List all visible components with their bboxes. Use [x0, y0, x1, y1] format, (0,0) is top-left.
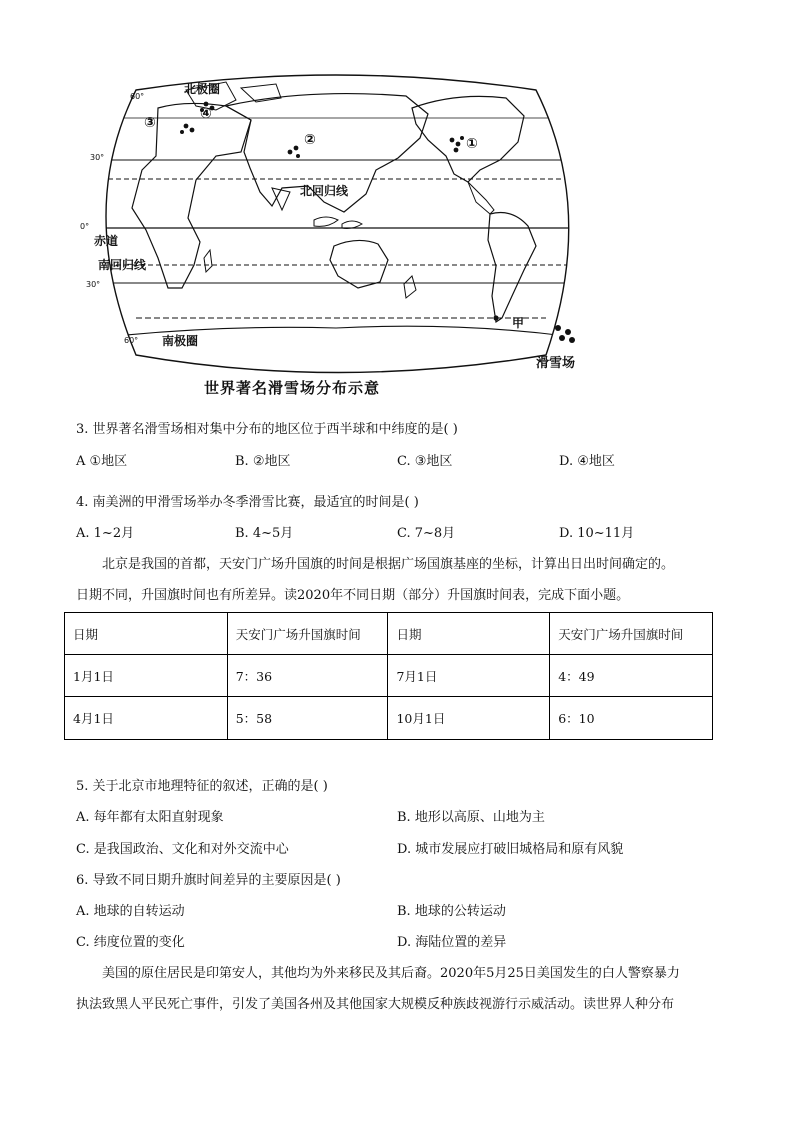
q3-option-a: A ①地区 [76, 454, 128, 469]
new-zealand-shape [404, 276, 416, 298]
intro-line-1: 北京是我国的首都，天安门广场升国旗的时间是根据广场国旗基座的坐标，计算出日出时间确定的。 [102, 557, 675, 572]
table-row [65, 697, 713, 740]
table-header-row [65, 613, 713, 655]
q5-option-c: C. 是我国政治、文化和对外交流中心 [76, 842, 289, 857]
passage-line-1: 美国的原住居民是印第安人，其他均为外来移民及其后裔。2020年5月25日美国发生的白人警察暴力 [102, 966, 680, 981]
table-cell: 7：36 [227, 655, 388, 697]
label-antarctic-circle: 南极圈 [162, 334, 199, 348]
ski-dots-asia [288, 146, 300, 158]
passage-line-2: 执法致黑人平民死亡事件，引发了美国各州及其他国家大规模反种族歧视游行示威活动。读世界人种分布 [76, 997, 675, 1012]
flag-raising-time-table [64, 612, 713, 740]
q3-stem: 3. 世界著名滑雪场相对集中分布的地区位于西半球和中纬度的是( ) [76, 422, 458, 437]
table-row [65, 655, 713, 697]
q5-stem: 5. 关于北京市地理特征的叙述，正确的是( ) [76, 779, 328, 794]
legend-dots [555, 325, 575, 343]
table-cell: 7月1日 [388, 655, 550, 697]
australia-shape [330, 240, 388, 288]
ski-resort-map [76, 60, 596, 410]
map-caption: 世界著名滑雪场分布示意 [204, 379, 381, 397]
q6-option-c: C. 纬度位置的变化 [76, 935, 185, 950]
ski-dots-north-america [450, 136, 464, 152]
lat-tick-60s: 60° [124, 336, 139, 345]
lat-tick-30n: 30° [90, 153, 105, 162]
madagascar-shape [204, 250, 212, 272]
label-jia: 甲 [512, 316, 525, 330]
lat-tick-0: 0° [80, 222, 90, 231]
q5-option-d: D. 城市发展应打破旧城格局和原有风貌 [397, 842, 624, 857]
india-peninsula [272, 188, 290, 210]
label-marker-4: ④ [200, 106, 212, 122]
world-map-graphic [76, 60, 596, 410]
q3-option-b: B. ②地区 [235, 454, 291, 469]
label-tropic-capricorn: 南回归线 [98, 258, 147, 272]
ski-dot-south-america [493, 315, 498, 320]
header-date-2: 日期 [388, 613, 550, 655]
label-tropic-cancer: 北回归线 [300, 184, 349, 198]
q6-option-d: D. 海陆位置的差异 [397, 935, 507, 950]
table-cell: 1月1日 [65, 655, 228, 697]
q6-stem: 6. 导致不同日期升旗时间差异的主要原因是( ) [76, 873, 341, 888]
q4-option-d: D. 10~11月 [559, 526, 635, 541]
table-cell: 6：10 [550, 697, 713, 740]
lat-tick-60n: 60° [130, 92, 145, 101]
south-america-shape [488, 213, 536, 323]
table-cell: 4月1日 [65, 697, 228, 740]
table-cell: 5：58 [227, 697, 388, 740]
central-america-shape [468, 182, 494, 214]
table-cell: 10月1日 [388, 697, 550, 740]
q3-option-d: D. ④地区 [559, 454, 615, 469]
q6-option-b: B. 地球的公转运动 [397, 904, 506, 919]
q4-option-c: C. 7~8月 [397, 526, 456, 541]
header-time-2: 天安门广场升国旗时间 [550, 613, 713, 655]
lat-tick-30s: 30° [86, 280, 101, 289]
q4-stem: 4. 南美洲的甲滑雪场举办冬季滑雪比赛，最适宜的时间是( ) [76, 495, 419, 510]
q5-option-a: A. 每年都有太阳直射现象 [76, 810, 224, 825]
header-time-1: 天安门广场升国旗时间 [227, 613, 388, 655]
label-marker-3: ③ [144, 115, 156, 131]
table-cell: 4：49 [550, 655, 713, 697]
label-marker-1: ① [466, 136, 478, 152]
label-equator: 赤道 [94, 234, 119, 248]
header-date-1: 日期 [65, 613, 228, 655]
q4-option-a: A. 1~2月 [76, 526, 135, 541]
q6-option-a: A. 地球的自转运动 [76, 904, 185, 919]
q5-option-b: B. 地形以高原、山地为主 [397, 810, 545, 825]
label-marker-2: ② [304, 132, 316, 148]
sea-islands [314, 217, 362, 229]
label-arctic-circle: 北极圈 [184, 82, 221, 96]
intro-line-2: 日期不同，升国旗时间也有所差异。读2020年不同日期（部分）升国旗时间表，完成下面小题。 [76, 588, 630, 603]
q3-option-c: C. ③地区 [397, 454, 453, 469]
q4-option-b: B. 4~5月 [235, 526, 294, 541]
label-legend-ski-resort: 滑雪场 [536, 356, 576, 371]
